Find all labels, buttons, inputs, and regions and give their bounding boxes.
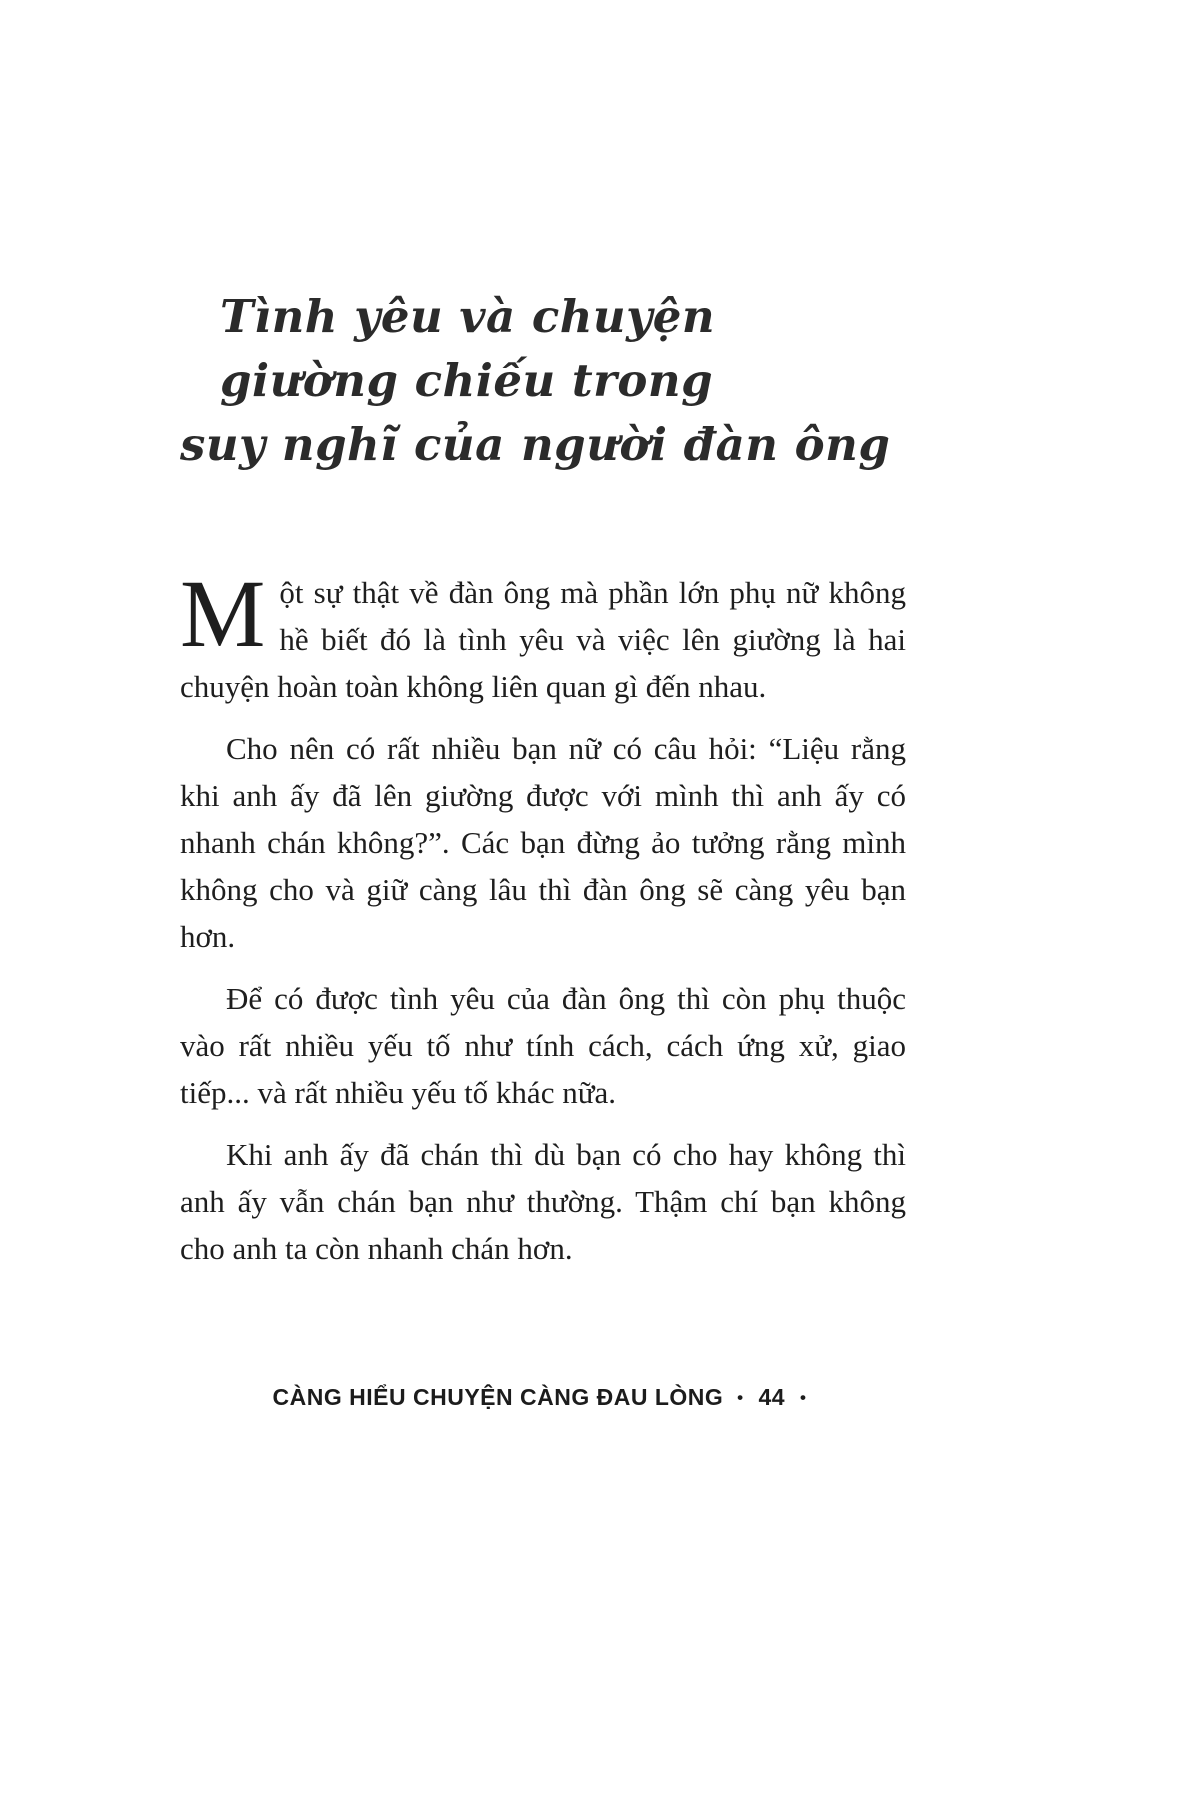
dropcap-letter: M: [180, 560, 266, 667]
paragraph-4: Khi anh ấy đã chán thì dù bạn có cho hay không thì anh ấy vẫn chán bạn như thường. Thậm chí bạn không cho anh ta còn nhanh chán hơn.: [180, 1137, 906, 1266]
text-block: [180, 285, 906, 1287]
chapter-title: [180, 285, 906, 477]
paragraph-1: [180, 560, 906, 710]
paragraph-2: Cho nên có rất nhiều bạn nữ có câu hỏi: “Liệu rằng khi anh ấy đã lên giường được với mình thì anh ấy có nhanh chán không?”. Các bạn đừng ảo tưởng rằng mình không cho và giữ càng lâu thì đàn ông sẽ càng yêu bạn hơn.: [180, 731, 906, 954]
footer-bullet-left: •: [737, 1388, 744, 1407]
paragraph-1-text: ột sự thật về đàn ông mà phần lớn phụ nữ không hề biết đó là tình yêu và việc lên giường là hai chuyện hoàn toàn không liên quan gì đến nhau.: [180, 575, 906, 704]
chapter-title-line-1: Tình yêu và chuyện giường chiếu trong: [220, 290, 716, 407]
body-text: [180, 560, 906, 1272]
running-footer: [180, 1384, 906, 1411]
footer-book-title: CÀNG HIỂU CHUYỆN CÀNG ĐAU LÒNG: [272, 1384, 724, 1410]
chapter-title-line-2: suy nghĩ của người đàn ông: [180, 418, 891, 471]
footer-page-number: 44: [758, 1384, 786, 1410]
footer-bullet-right: •: [800, 1388, 807, 1407]
paragraph-3: Để có được tình yêu của đàn ông thì còn phụ thuộc vào rất nhiều yếu tố như tính cách, cách ứng xử, giao tiếp... và rất nhiều yếu tố khác nữa.: [180, 981, 906, 1110]
